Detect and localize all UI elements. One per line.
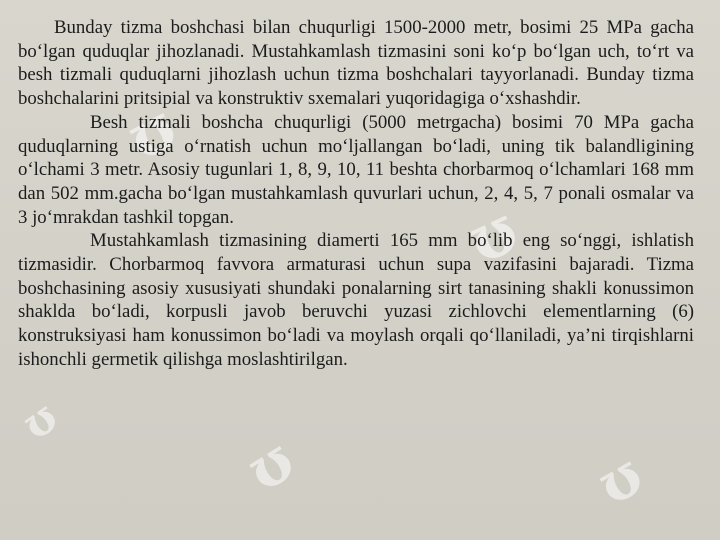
watermark-logo-icon: ʊ bbox=[585, 439, 654, 519]
watermark-logo-icon: ʊ bbox=[114, 89, 189, 176]
watermark-logo-icon: ʊ bbox=[13, 391, 67, 450]
watermark-logo-icon: ʊ bbox=[234, 424, 307, 506]
watermark-logo-icon: ʊ bbox=[455, 189, 530, 279]
paragraph-3: Mustahkamlash tizmasining diamerti 165 mm bo‘lib eng so‘nggi, ishlatish tizmasidir. Chorbarmoq favvora armaturasi uchun supa vazifasini bajaradi. Tizma boshchasining asosiy xususiyati shundaki ponalarning sirt tanasining shakli konussimon shaklda bo‘ladi, korpusli javob beruvchi yuzasi zichlovchi elementlarning (6) konstruksiyasi ham konussimon bo‘ladi va moylash orqali qo‘llaniladi, ya’ni tirqishlarni ishonchli germetik qilishga moslashtirilgan. bbox=[18, 230, 694, 370]
paragraph-2: Besh tizmali boshcha chuqurligi (5000 metrgacha) bosimi 70 MPa gacha quduqlarning ustiga o‘rnatish uchun mo‘ljallangan bo‘ladi, uning tik balandligining o‘lchami 3 metr. Asosiy tugunlari 1, 8, 9, 10, 11 beshta chorbarmoq o‘lchamlari 168 mm dan 502 mm.gacha bo‘lgan mustahkamlash quvurlari uchun, 2, 4, 5, 7 ponali osmalar va 3 jo‘mrakdan tashkil topgan. bbox=[18, 111, 694, 228]
document-body bbox=[18, 16, 694, 372]
paragraph-1: Bunday tizma boshchasi bilan chuqurligi 1500-2000 metr, bosimi 25 MPa gacha bo‘lgan quduqlar jihozlanadi. Mustahkamlash tizmasini soni ko‘p bo‘lgan uch, to‘rt va besh tizmali quduqlarni jihozlash uchun tizma boshchalari tayyorlanadi. Bunday tizma boshchalarini pritsipial va konstruktiv sxemalari yuqoridagiga o‘xshashdir. bbox=[18, 17, 694, 110]
